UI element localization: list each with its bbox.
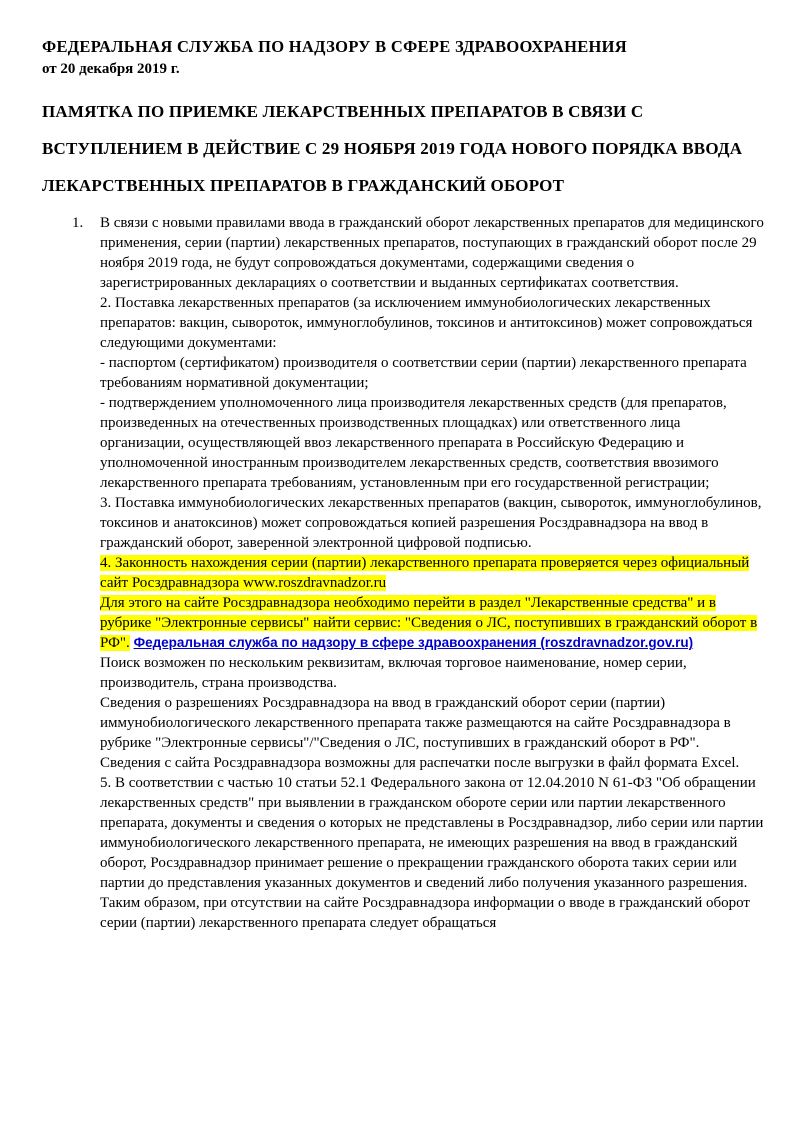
body-text-block xyxy=(42,213,766,933)
highlighted-text-part-2: Для этого на сайте Росздравнадзора необходимо перейти в раздел "Лекарственные средства" и в рубрике "Электронные сервисы" найти сервис: "Сведения о ЛС, поступивших в гражданский оборот в РФ". xyxy=(100,595,758,651)
list-item-number: 1. xyxy=(72,215,84,231)
paragraph-point-5: 5. В соответствии с частью 10 статьи 52.1 Федерального закона от 12.04.2010 N 61-ФЗ "Об обращении лекарственных средств" при выявлении в гражданском обороте серии или партии лекарственного препарата, документы и сведения о которых не представлены в Росздравнадзор, либо серии или партии иммунобиологического лекарственного препарата, не имеющих разрешения на ввод в гражданский оборот, Росздравнадзор принимает решение о прекращении гражданского оборота таких серии или партии до представления указанных документов и сведений либо получения указанного разрешения. xyxy=(100,775,764,891)
body-text-column xyxy=(100,213,766,933)
org-name-header: ФЕДЕРАЛЬНАЯ СЛУЖБА ПО НАДЗОРУ В СФЕРЕ ЗДРАВООХРАНЕНИЯ xyxy=(42,37,627,56)
document-title: ПАМЯТКА ПО ПРИЕМКЕ ЛЕКАРСТВЕННЫХ ПРЕПАРАТОВ В СВЯЗИ С ВСТУПЛЕНИЕМ В ДЕЙСТВИЕ С 29 НОЯБРЯ 2019 ГОДА НОВОГО ПОРЯДКА ВВОДА ЛЕКАРСТВЕННЫХ ПРЕПАРАТОВ В ГРАЖДАНСКИЙ ОБОРОТ xyxy=(42,102,743,195)
paragraph-search-info: Поиск возможен по нескольким реквизитам, включая торговое наименование, номер серии, производитель, страна производства. xyxy=(100,655,687,691)
roszdravnadzor-hyperlink[interactable]: Федеральная служба по надзору в сфере здравоохранения (roszdravnadzor.gov.ru) xyxy=(133,635,694,650)
paragraph-point-2: 2. Поставка лекарственных препаратов (за исключением иммунобиологических лекарственных препаратов: вакцин, сывороток, иммуноглобулинов, токсинов и антитоксинов) может сопровождаться следующими документами: xyxy=(100,295,753,351)
paragraph-point-3: 3. Поставка иммунобиологических лекарственных препаратов (вакцин, сывороток, иммуноглобулинов, токсинов и анатоксинов) может сопровождаться копией разрешения Росздравнадзора на ввод в гражданский оборот, заверенной электронной цифровой подписью. xyxy=(100,495,762,551)
paragraph-conclusion: Таким образом, при отсутствии на сайте Росздравнадзора информации о вводе в гражданский оборот серии (партии) лекарственного препарата следует обращаться xyxy=(100,895,750,931)
paragraph-passport-bullet: - паспортом (сертификатом) производителя о соответствии серии (партии) лекарственного препарата требованиям нормативной документации; xyxy=(100,355,747,391)
document-date: от 20 декабря 2019 г. xyxy=(42,61,180,77)
paragraph-point-4-highlighted xyxy=(100,553,766,653)
paragraph-excel-info: Сведения с сайта Росздравнадзора возможны для распечатки после выгрузки в файл формата Excel. xyxy=(100,755,740,771)
paragraph-confirmation-bullet: - подтверждением уполномоченного лица производителя лекарственных средств (для препаратов, произведенных на отечественных производственных площадках) или ответственного лица организации, осуществляющей ввоз лекарственного препарата в Российскую Федерацию и уполномоченной иностранным производителем лекарственных средств, соответствия ввозимого лекарственного препарата требованиям, установленным при его государственной регистрации; xyxy=(100,395,727,491)
paragraph-permissions-info: Сведения о разрешениях Росздравнадзора на ввод в гражданский оборот серии (партии) иммунобиологического лекарственного препарата также размещаются на сайте Росздравнадзора в рубрике "Электронные сервисы"/"Сведения о ЛС, поступивших в гражданский оборот в РФ". xyxy=(100,695,731,751)
highlighted-text-part-1: 4. Законность нахождения серии (партии) лекарственного препарата проверяется через официальный сайт Росздравнадзора www.roszdravnadzor.ru xyxy=(100,555,750,591)
paragraph-intro: В связи с новыми правилами ввода в гражданский оборот лекарственных препаратов для медицинского применения, серии (партии) лекарственных препаратов, поступающих в гражданский оборот после 29 ноября 2019 года, не будут сопровождаться документами, содержащими сведения о зарегистрированных декларациях о соответствии и выданных сертификатах соответствия. xyxy=(100,215,764,291)
